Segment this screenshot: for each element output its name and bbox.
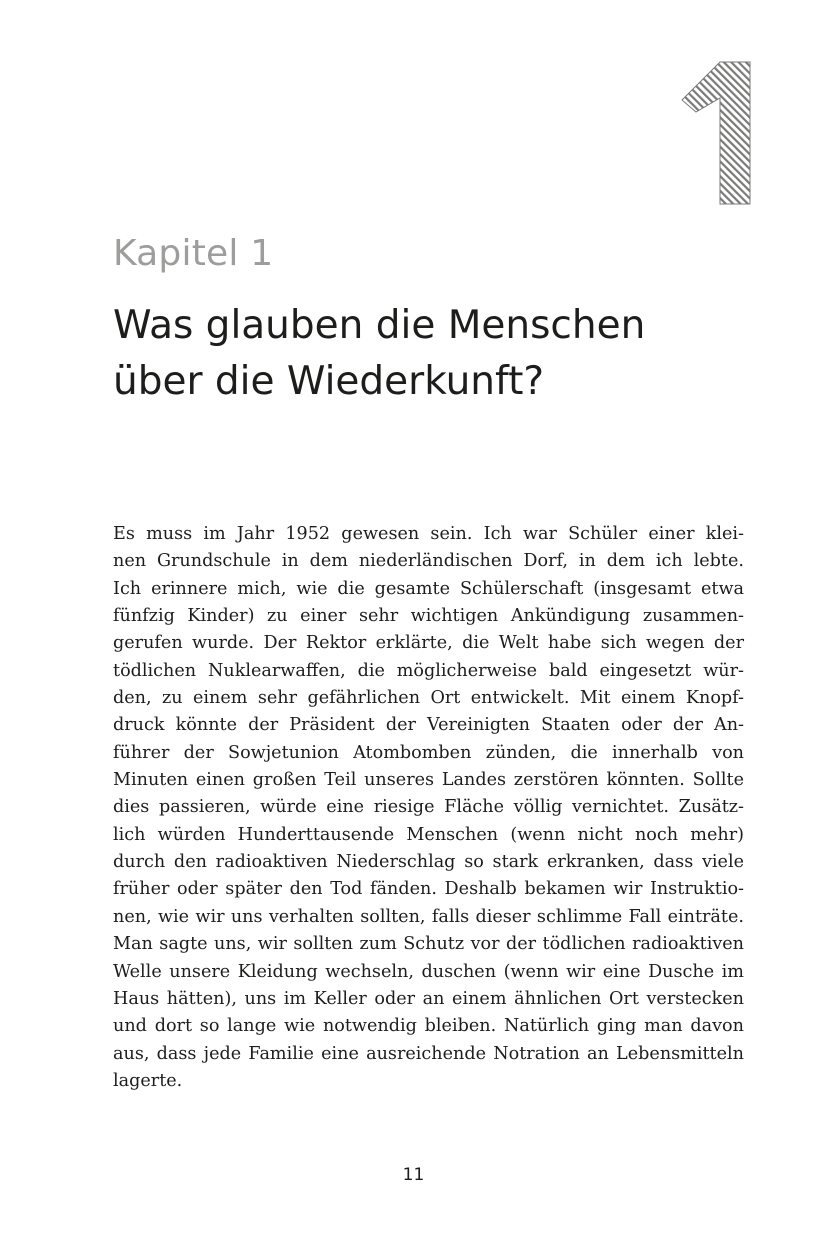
text-line: Minuten einen großen Teil unseres Landes zerstören könnten. Sollte bbox=[113, 770, 744, 791]
text-line: Man sagte uns, wir sollten zum Schutz vor der tödlichen radioaktiven bbox=[113, 934, 744, 955]
text-line: früher oder später den Tod fänden. Deshalb bekamen wir Instruktio- bbox=[113, 879, 744, 900]
chapter-label: Kapitel 1 bbox=[113, 233, 274, 274]
text-line: Haus hätten), uns im Keller oder an einem ähnlichen Ort verstecken bbox=[113, 988, 744, 1009]
text-line: durch den radioaktiven Niederschlag so stark erkranken, dass viele bbox=[113, 852, 744, 873]
text-line: dies passieren, würde eine riesige Fläche völlig vernichtet. Zusätz- bbox=[113, 797, 744, 818]
chapter-numeral-graphic bbox=[676, 60, 752, 206]
text-line: lagerte. bbox=[113, 1070, 183, 1091]
text-line: gerufen wurde. Der Rektor erklärte, die Welt habe sich wegen der bbox=[113, 633, 744, 654]
chapter-title-line: Was glauben die Menschen bbox=[113, 303, 646, 348]
chapter-title-line: über die Wiederkunft? bbox=[113, 359, 545, 404]
text-line: Welle unsere Kleidung wechseln, duschen (wenn wir eine Dusche im bbox=[113, 961, 744, 982]
text-line: tödlichen Nuklearwaffen, die möglicherweise bald eingesetzt wür- bbox=[113, 660, 744, 681]
page-number: 11 bbox=[402, 1165, 425, 1185]
chapter-title bbox=[113, 298, 753, 410]
text-line: nen, wie wir uns verhalten sollten, falls dieser schlimme Fall einträte. bbox=[113, 906, 744, 927]
text-line: druck könnte der Präsident der Vereinigten Staaten oder der An- bbox=[113, 715, 744, 736]
text-line: Es muss im Jahr 1952 gewesen sein. Ich war Schüler einer klei- bbox=[113, 524, 744, 544]
text-line: lich würden Hunderttausende Menschen (wenn nicht noch mehr) bbox=[113, 824, 744, 845]
text-line: und dort so lange wie notwendig bleiben. Natürlich ging man davon bbox=[113, 1016, 744, 1037]
text-line: führer der Sowjetunion Atombomben zünden, die innerhalb von bbox=[113, 742, 744, 763]
text-line: aus, dass jede Familie eine ausreichende Notration an Lebensmitteln bbox=[113, 1043, 744, 1064]
text-line: fünfzig Kinder) zu einer sehr wichtigen Ankündigung zusammen- bbox=[113, 606, 744, 627]
text-line: Ich erinnere mich, wie die gesamte Schülerschaft (insgesamt etwa bbox=[113, 578, 744, 599]
body-paragraph bbox=[113, 521, 744, 1095]
text-line: den, zu einem sehr gefährlichen Ort entwickelt. Mit einem Knopf- bbox=[113, 688, 744, 709]
text-line: nen Grundschule in dem niederländischen Dorf, in dem ich lebte. bbox=[113, 551, 744, 572]
